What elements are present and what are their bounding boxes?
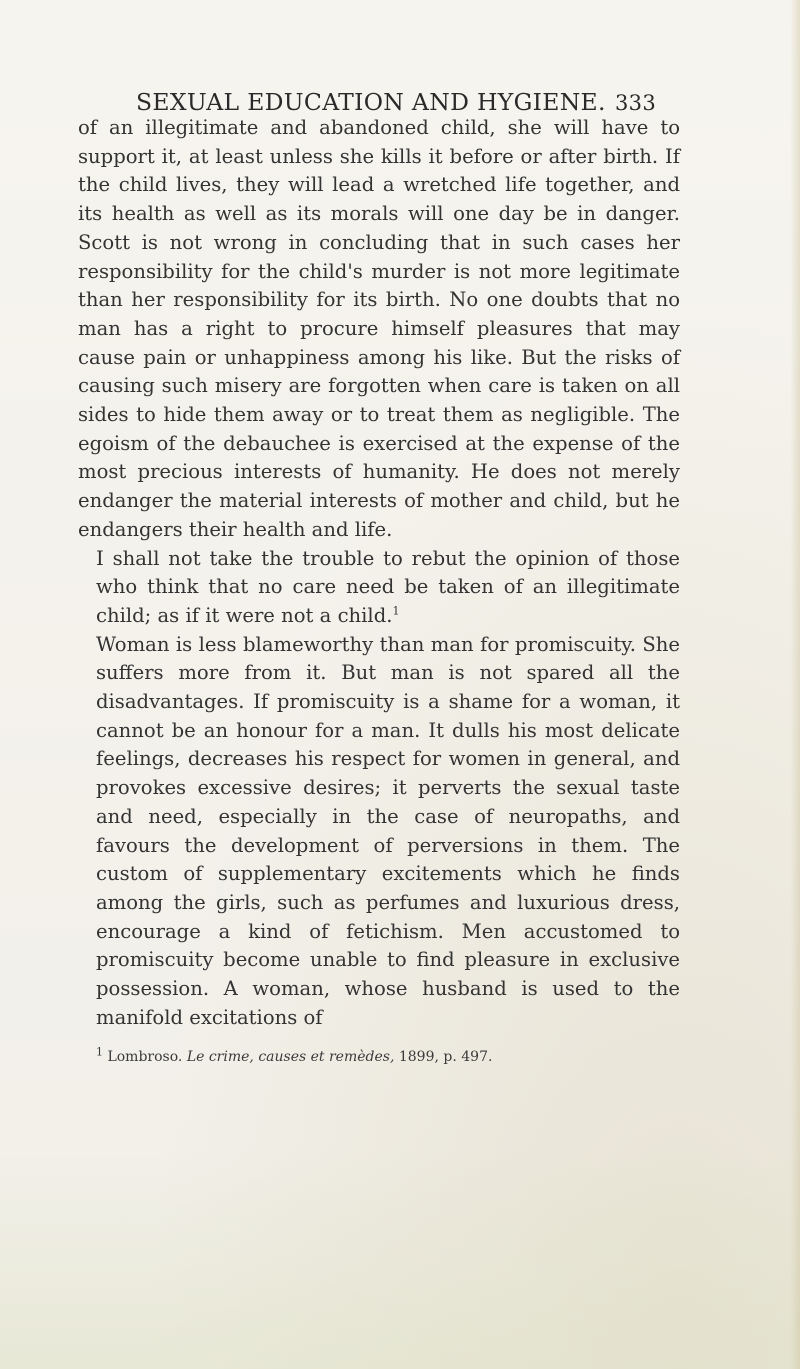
footnote-author: Lombroso. — [107, 1049, 183, 1065]
paper-discoloration — [0, 1149, 800, 1369]
page-edge-stain — [790, 0, 800, 1369]
paragraph-2-text: I shall not take the trouble to rebut the opinion of those who think that no care need be taken of an illegitimate child; as if it were not a child. — [96, 546, 680, 627]
paragraph-2 — [78, 545, 680, 631]
paragraph-1: of an illegitimate and abandoned child, she will have to support it, at least unless she kills it before or after birth. If the child lives, they will lead a wretched life together, and its health as well as its morals will one day be in danger. Scott is not wrong in concluding that in such cases her responsibility for the child's murder is not more legitimate than her responsibility for its birth. No one doubts that no man has a right to procure himself pleasures that may cause pain or unhappiness among his like. But the risks of causing such misery are forgotten when care is taken on all sides to hide them away or to treat them as negligible. The egoism of the debauchee is exercised at the expense of the most precious interests of humanity. He does not merely endanger the material interests of mother and child, but he endangers their health and life. — [78, 116, 680, 541]
footnote-marker: 1 — [96, 1045, 103, 1059]
footnote-title: Le crime, causes et remèdes, — [186, 1049, 395, 1065]
page-number: 333 — [615, 91, 656, 115]
running-title: SEXUAL EDUCATION AND HYGIENE. — [136, 88, 606, 116]
footnote — [96, 1045, 696, 1065]
footnote-details: 1899, p. 497. — [398, 1049, 493, 1065]
body-text — [78, 114, 680, 1033]
footnote-reference[interactable]: 1 — [392, 604, 400, 618]
running-header — [136, 88, 656, 116]
paragraph-3: Woman is less blameworthy than man for promiscuity. She suffers more from it. But man is not spared all the disadvantages. If promiscuity is a shame for a woman, it cannot be an honour for a man. It dulls his most delicate feelings, decreases his respect for women in general, and provokes excessive desires; it perverts the sexual taste and need, especially in the case of neuropaths, and favours the development of perversions in them. The custom of supplementary excitements which he finds among the girls, such as perfumes and luxurious dress, encourage a kind of fetichism. Men accustomed to promiscuity become unable to find pleasure in exclusive possession. A woman, whose husband is used to the manifold excitations of — [96, 632, 680, 1029]
